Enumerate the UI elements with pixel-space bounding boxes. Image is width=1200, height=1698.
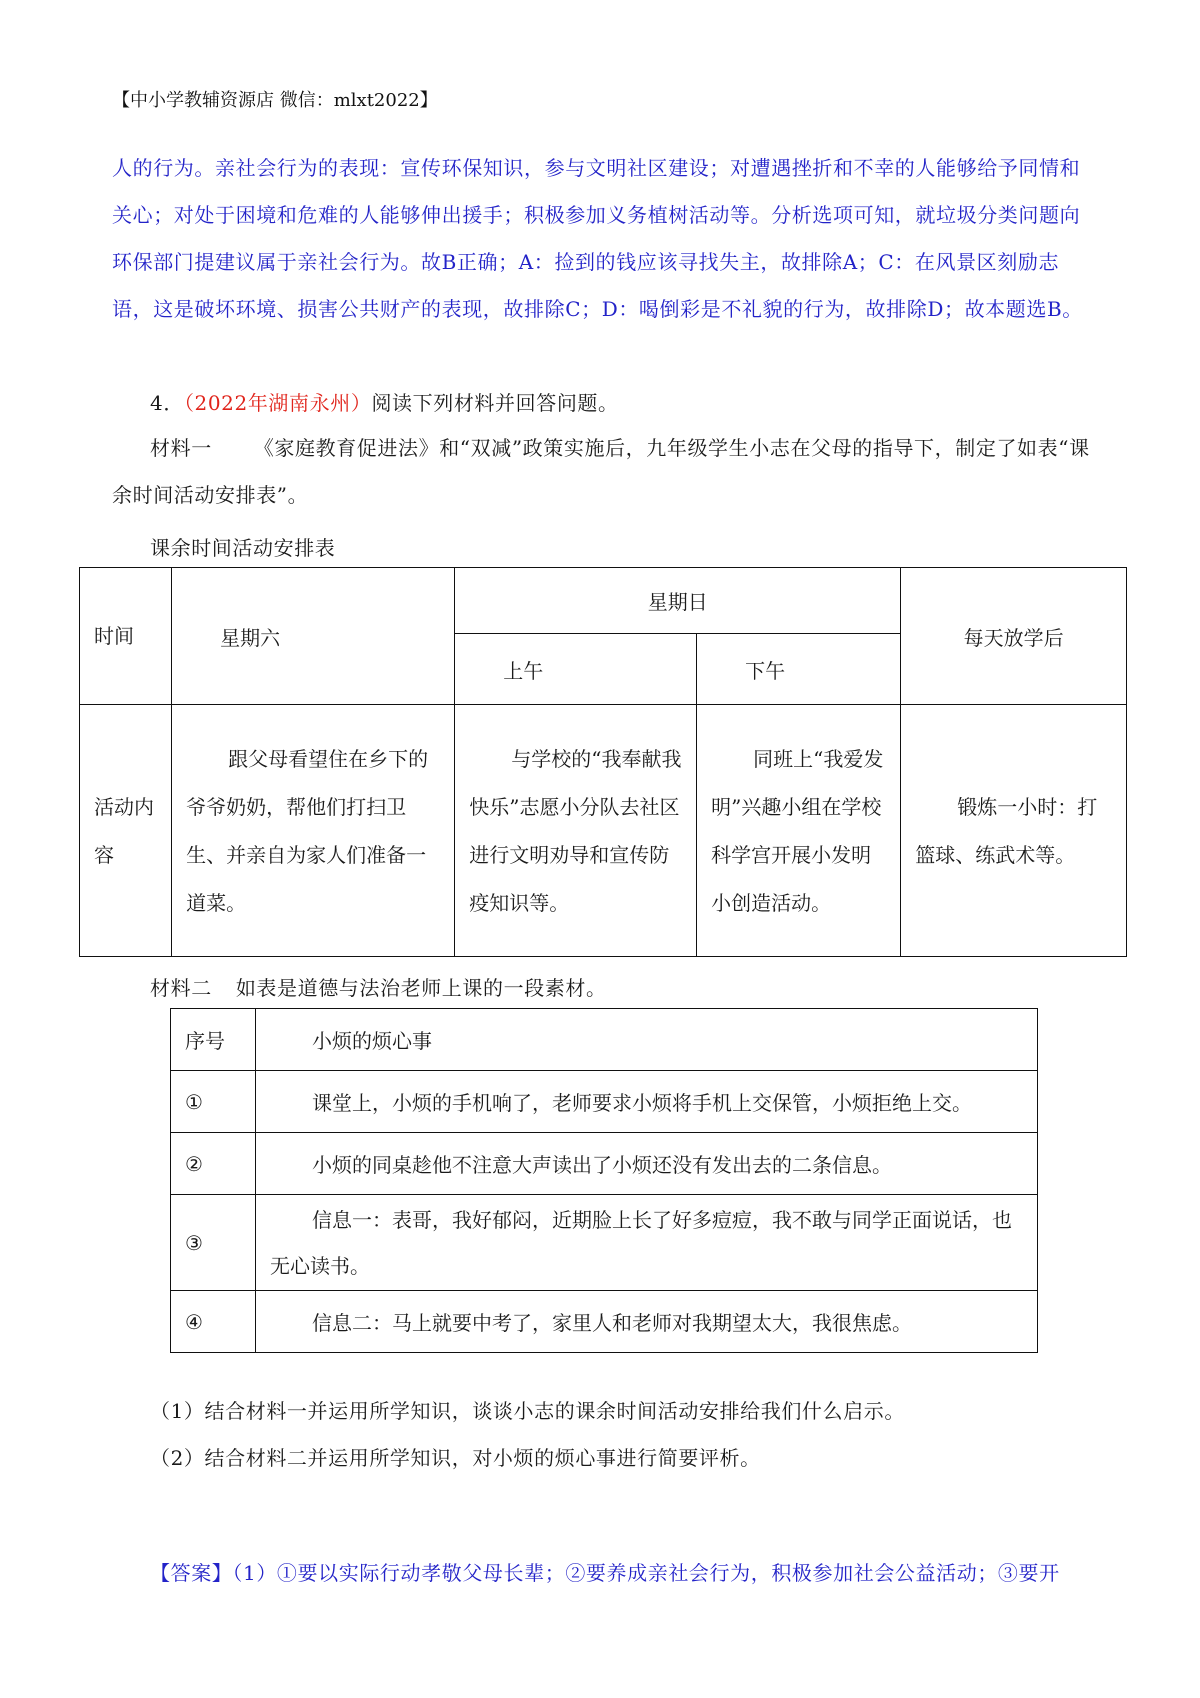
header-daily: 每天放学后 <box>901 568 1127 705</box>
row-text: 课堂上，小烦的手机响了，老师要求小烦将手机上交保管，小烦拒绝上交。 <box>256 1071 1038 1133</box>
material-2-label: 材料二 <box>150 976 212 1000</box>
cell-daily: 锻炼一小时：打篮球、练武术等。 <box>901 705 1127 957</box>
row-number: ③ <box>171 1195 256 1291</box>
sub-question-2: （2）结合材料二并运用所学知识，对小烦的烦心事进行简要评析。 <box>150 1446 761 1470</box>
worries-table <box>170 1008 1038 1353</box>
question-4 <box>150 380 1100 427</box>
table-row <box>171 1195 1038 1291</box>
header-worries: 小烦的烦心事 <box>256 1009 1038 1071</box>
header-morning: 上午 <box>455 634 697 705</box>
table-row <box>171 1071 1038 1133</box>
cell-sunday-morning: 与学校的“我奉献我快乐”志愿小分队去社区进行文明劝导和宣传防疫知识等。 <box>455 705 697 957</box>
answer-explanation: 人的行为。亲社会行为的表现：宣传环保知识，参与文明社区建设；对遭遇挫折和不幸的人能够给予同情和关心；对处于困境和危难的人能够伸出援手；积极参加义务植树活动等。分析选项可知，就垃圾分类问题向环保部门提建议属于亲社会行为。故B正确；A：捡到的钱应该寻找失主，故排除A；C：在风景区刻励志语，这是破坏环境、损害公共财产的表现，故排除C；D：喝倒彩是不礼貌的行为，故排除D；故本题选B。 <box>112 156 1083 321</box>
header-sunday: 星期日 <box>455 568 901 634</box>
row-number: ② <box>171 1133 256 1195</box>
material-2 <box>150 965 1135 1012</box>
material-1 <box>112 425 1097 519</box>
row-text: 信息二：马上就要中考了，家里人和老师对我期望太大，我很焦虑。 <box>256 1291 1038 1353</box>
page-header: 【中小学教辅资源店 微信：mlxt2022】 <box>112 90 438 111</box>
answer-label: 【答案】 <box>150 1561 233 1585</box>
sub-question-1: （1）结合材料一并运用所学知识，谈谈小志的课余时间活动安排给我们什么启示。 <box>150 1399 905 1423</box>
header-time: 时间 <box>80 568 172 705</box>
question-source: （2022年湖南永州） <box>183 391 372 415</box>
material-1-label: 材料一 <box>150 436 212 460</box>
header-saturday: 星期六 <box>172 568 455 705</box>
header-afternoon: 下午 <box>697 634 901 705</box>
table-row <box>171 1133 1038 1195</box>
cell-sunday-afternoon: 同班上“我爱发明”兴趣小组在学校科学宫开展小发明小创造活动。 <box>697 705 901 957</box>
row-text: 小烦的同桌趁他不注意大声读出了小烦还没有发出去的二条信息。 <box>256 1133 1038 1195</box>
table-row <box>171 1291 1038 1353</box>
material-2-text: 如表是道德与法治老师上课的一段素材。 <box>235 976 607 1000</box>
row-label-activity: 活动内容 <box>80 705 172 957</box>
header-number: 序号 <box>171 1009 256 1071</box>
row-text: 信息一：表哥，我好郁闷，近期脸上长了好多痘痘，我不敢与同学正面说话，也无心读书。 <box>256 1195 1038 1291</box>
question-number: 4． <box>150 391 184 415</box>
row-number: ④ <box>171 1291 256 1353</box>
table-1-caption: 课余时间活动安排表 <box>150 536 336 560</box>
activity-schedule-table <box>79 567 1127 957</box>
answer-text: （1）①要以实际行动孝敬父母长辈；②要养成亲社会行为，积极参加社会公益活动；③要开 <box>232 1561 1060 1585</box>
material-1-text: 《家庭教育促进法》和“双减”政策实施后，九年级学生小志在父母的指导下，制定了如表“课余时间活动安排表”。 <box>112 436 1090 507</box>
question-prompt: 阅读下列材料并回答问题。 <box>371 391 619 415</box>
cell-saturday: 跟父母看望住在乡下的爷爷奶奶，帮他们打扫卫生、并亲自为家人们准备一道菜。 <box>172 705 455 957</box>
row-number: ① <box>171 1071 256 1133</box>
answer-section <box>150 1550 1100 1597</box>
